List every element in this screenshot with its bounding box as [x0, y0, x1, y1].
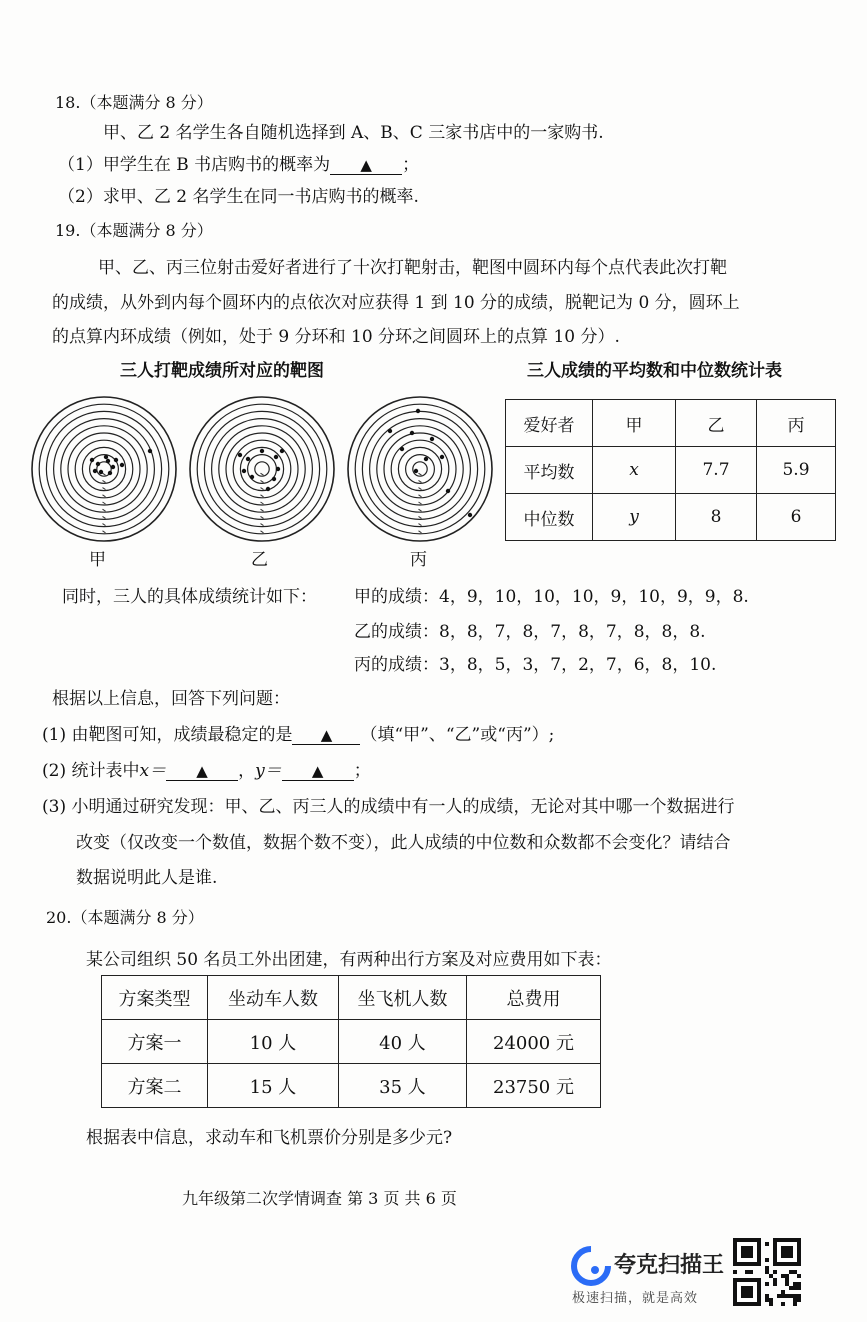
qr-module [781, 1302, 785, 1306]
ring-number-mark [103, 524, 106, 526]
q20-header: 20.（本题满分 8 分） [46, 908, 204, 927]
target-ring [82, 447, 125, 490]
shot-point [266, 487, 270, 491]
qr-module [793, 1286, 797, 1290]
stats-cell: 5.9 [757, 447, 836, 494]
quark-logo-icon [571, 1246, 611, 1286]
stats-table-row [506, 447, 836, 494]
q19-part2-suffix: ； [353, 761, 371, 781]
answer-triangle: ▲ [360, 156, 372, 174]
shot-point [90, 458, 94, 462]
scores-bing: 丙的成绩：3，8，5，3，7，2，7，6，8，10. [354, 655, 717, 675]
qr-module [785, 1282, 789, 1286]
q19-intro-line2: 的成绩，从外到内每个圆环内的点依次对应获得 1 到 10 分的成绩，脱靶记为 0 分，圆环上 [52, 293, 740, 313]
target-ring [226, 433, 298, 505]
shot-point [400, 447, 404, 451]
stats-header-cell: 爱好者 [506, 400, 593, 447]
stats-header-cell: 甲 [593, 400, 676, 447]
ring-number-mark [103, 516, 106, 518]
qr-finder [781, 1246, 793, 1258]
qr-module [793, 1302, 797, 1306]
target-ring [46, 411, 161, 526]
qr-module [785, 1274, 789, 1278]
target-label-yi: 乙 [251, 550, 268, 570]
qr-module [797, 1294, 801, 1298]
qr-module [793, 1298, 797, 1302]
qr-module [773, 1278, 777, 1282]
answer-blank [292, 726, 360, 745]
qr-module [749, 1270, 753, 1274]
target-ring [362, 411, 477, 526]
qr-module [793, 1282, 797, 1286]
answer-blank [330, 156, 402, 175]
target-ring [377, 426, 463, 512]
stats-cell: 7.7 [676, 447, 757, 494]
targets-figure [30, 395, 500, 565]
shot-point [148, 449, 152, 453]
q19-intro-line3: 的点算内环成绩（例如，处于 9 分环和 10 分环之间圆环上的点算 10 分）. [52, 327, 620, 347]
q19-part2 [42, 756, 371, 781]
qr-module [745, 1270, 749, 1274]
stats-cell: 中位数 [506, 494, 593, 541]
shot-point [274, 455, 278, 459]
qr-module [765, 1266, 769, 1270]
target-ring [90, 455, 119, 484]
ring-number-mark [419, 524, 422, 526]
q18-intro: 甲、乙 2 名学生各自随机选择到 A、B、C 三家书店中的一家购书. [103, 123, 604, 143]
shot-point [430, 437, 434, 441]
ring-number-mark [103, 531, 106, 533]
shot-point [99, 470, 103, 474]
qr-module [773, 1282, 777, 1286]
ring-number-mark [261, 524, 264, 526]
target-ring [370, 419, 471, 520]
target-ring [212, 419, 313, 520]
qr-module [769, 1274, 773, 1278]
ring-number-mark [103, 495, 106, 497]
q19-part2-text: (2) 统计表中 [42, 761, 140, 781]
page-footer: 九年级第二次学情调查 第 3 页 共 6 页 [182, 1189, 457, 1208]
scores-yi: 乙的成绩：8，8，7，8，7，8，7，8，8，8. [354, 622, 706, 642]
qr-module [789, 1270, 793, 1274]
target-yi [190, 397, 334, 541]
shot-point [440, 455, 444, 459]
shot-point [410, 431, 414, 435]
target-ring [61, 426, 147, 512]
ring-number-mark [261, 480, 264, 482]
ring-number-mark [261, 509, 264, 511]
cost-header-cell: 方案类型 [102, 976, 208, 1020]
ring-number-mark [103, 502, 106, 504]
scores-intro: 同时，三人的具体成绩统计如下： [62, 587, 317, 607]
shot-point [250, 475, 254, 479]
cost-table-row [102, 1064, 601, 1108]
stats-cell: 6 [757, 494, 836, 541]
stats-header-cell: 丙 [757, 400, 836, 447]
shot-point [104, 455, 108, 459]
shot-point [114, 458, 118, 462]
cost-table-row [102, 1020, 601, 1064]
qr-module [797, 1298, 801, 1302]
ring-number-mark [419, 480, 422, 482]
q18-part1-suffix: ； [402, 155, 420, 175]
answer-intro: 根据以上信息，回答下列问题： [52, 689, 290, 709]
target-label-jia: 甲 [89, 550, 106, 570]
watermark-slogan: 极速扫描，就是高效 [572, 1291, 699, 1306]
stats-header-cell: 乙 [676, 400, 757, 447]
qr-module [765, 1270, 769, 1274]
qr-finder [741, 1286, 753, 1298]
target-ring [39, 404, 169, 534]
scores-jia: 甲的成绩：4，9，10，10，10，9，10，9，9，8. [354, 587, 749, 607]
q19-part3-line1: (3) 小明通过研究发现：甲、乙、丙三人的成绩中有一人的成绩，无论对其中哪一个数据进行 [42, 797, 735, 817]
cost-cell: 35 人 [339, 1064, 467, 1108]
cost-cell: 23750 元 [467, 1064, 601, 1108]
ring-number-mark [261, 531, 264, 533]
q20-intro: 某公司组织 50 名员工外出团建，有两种出行方案及对应费用如下表： [86, 950, 612, 970]
ring-number-mark [261, 488, 264, 490]
qr-module [769, 1302, 773, 1306]
qr-module [797, 1274, 801, 1278]
qr-module [769, 1298, 773, 1302]
qr-module [785, 1278, 789, 1282]
qr-code-icon [733, 1238, 801, 1306]
shot-point [96, 462, 100, 466]
cost-cell: 10 人 [208, 1020, 339, 1064]
shot-point [93, 469, 97, 473]
target-ring [398, 447, 441, 490]
qr-module [765, 1298, 769, 1302]
shot-point [238, 453, 242, 457]
qr-module [793, 1294, 797, 1298]
shot-point [111, 465, 115, 469]
shot-point [388, 429, 392, 433]
cost-cell: 24000 元 [467, 1020, 601, 1064]
target-ring [355, 404, 485, 534]
stats-table-title: 三人成绩的平均数和中位数统计表 [527, 361, 782, 381]
qr-module [781, 1290, 785, 1294]
cost-header-cell: 总费用 [467, 976, 601, 1020]
ring-number-mark [103, 480, 106, 482]
cost-header-cell: 坐飞机人数 [339, 976, 467, 1020]
ring-number-mark [103, 488, 106, 490]
target-ring [197, 404, 327, 534]
ring-number-mark [261, 495, 264, 497]
q18-part1 [58, 150, 419, 175]
shot-point [468, 513, 472, 517]
stats-cell: 8 [676, 494, 757, 541]
qr-module [777, 1294, 781, 1298]
q19-header: 19.（本题满分 8 分） [55, 221, 213, 240]
ring-number-mark [419, 495, 422, 497]
qr-module [789, 1294, 793, 1298]
q18-part1-text: （1）甲学生在 B 书店购书的概率为 [58, 155, 331, 175]
shot-point [242, 469, 246, 473]
shot-point [280, 449, 284, 453]
ring-number-mark [419, 531, 422, 533]
ring-number-mark [419, 502, 422, 504]
var-x: x＝ [139, 761, 167, 781]
ring-number-mark [419, 473, 422, 475]
watermark-brand: 夸克扫描王 [614, 1253, 725, 1278]
stats-table-header-row [506, 400, 836, 447]
q19-part3-line3: 数据说明此人是谁. [76, 868, 218, 888]
ring-number-mark [261, 516, 264, 518]
qr-module [765, 1282, 769, 1286]
ring-number-mark [261, 473, 264, 475]
cost-cell: 方案一 [102, 1020, 208, 1064]
shot-point [446, 489, 450, 493]
shot-point [106, 459, 110, 463]
target-ring [54, 419, 155, 520]
target-label-bing: 丙 [410, 550, 427, 570]
targets-title: 三人打靶成绩所对应的靶图 [120, 361, 324, 381]
qr-module [781, 1274, 785, 1278]
shot-point [414, 469, 418, 473]
cost-header-cell: 坐动车人数 [208, 976, 339, 1020]
stats-cell: x [593, 447, 676, 494]
qr-module [797, 1286, 801, 1290]
var-y: y＝ [255, 761, 282, 781]
qr-module [789, 1286, 793, 1290]
shot-point [120, 463, 124, 467]
stats-cell: y [593, 494, 676, 541]
qr-module [733, 1270, 737, 1274]
q19-intro-line1: 甲、乙、丙三位射击爱好者进行了十次打靶射击，靶图中圆环内每个点代表此次打靶 [98, 258, 727, 278]
stats-table-row [506, 494, 836, 541]
qr-module [797, 1282, 801, 1286]
cost-cell: 40 人 [339, 1020, 467, 1064]
answer-blank [282, 762, 354, 781]
target-bing [348, 397, 492, 541]
qr-module [765, 1242, 769, 1246]
target-ring [204, 411, 319, 526]
answer-triangle: ▲ [196, 762, 208, 780]
shot-point [416, 409, 420, 413]
qr-module [765, 1294, 769, 1298]
shot-point [246, 457, 250, 461]
shot-point [276, 467, 280, 471]
shot-point [260, 449, 264, 453]
cost-table [101, 975, 601, 1108]
qr-module [793, 1270, 797, 1274]
qr-finder [741, 1246, 753, 1258]
qr-module [773, 1270, 777, 1274]
qr-module [765, 1258, 769, 1262]
target-ring [219, 426, 305, 512]
stats-cell: 平均数 [506, 447, 593, 494]
target-ring [406, 455, 435, 484]
shot-point [272, 477, 276, 481]
q18-header: 18.（本题满分 8 分） [55, 93, 213, 112]
ring-number-mark [419, 516, 422, 518]
answer-triangle: ▲ [320, 726, 333, 744]
q19-part1-suffix: （填“甲”、“乙”或“丙”）; [360, 725, 555, 745]
target-ring [68, 433, 140, 505]
ring-number-mark [103, 509, 106, 511]
target-ring [384, 433, 456, 505]
q19-part1 [42, 720, 554, 745]
q18-part2: （2）求甲、乙 2 名学生在同一书店购书的概率. [58, 187, 419, 207]
answer-blank [166, 762, 238, 781]
cost-cell: 方案二 [102, 1064, 208, 1108]
qr-module [785, 1294, 789, 1298]
ring-number-mark [419, 509, 422, 511]
q19-part2-sep: ， [238, 761, 256, 781]
q19-part1-text: (1) 由靶图可知，成绩最稳定的是 [42, 725, 293, 745]
q20-question: 根据表中信息，求动车和飞机票价分别是多少元? [86, 1128, 453, 1148]
cost-table-header-row [102, 976, 601, 1020]
stats-table [505, 399, 836, 541]
ring-number-mark [419, 488, 422, 490]
target-jia [32, 397, 176, 541]
q19-part3-line2: 改变（仅改变一个数值，数据个数不变），此人成绩的中位数和众数都不会变化？请结合 [76, 833, 731, 853]
answer-triangle: ▲ [311, 762, 324, 780]
qr-module [781, 1294, 785, 1298]
ring-number-mark [103, 473, 106, 475]
shot-point [424, 457, 428, 461]
shot-point [108, 471, 112, 475]
ring-number-mark [261, 502, 264, 504]
cost-cell: 15 人 [208, 1064, 339, 1108]
